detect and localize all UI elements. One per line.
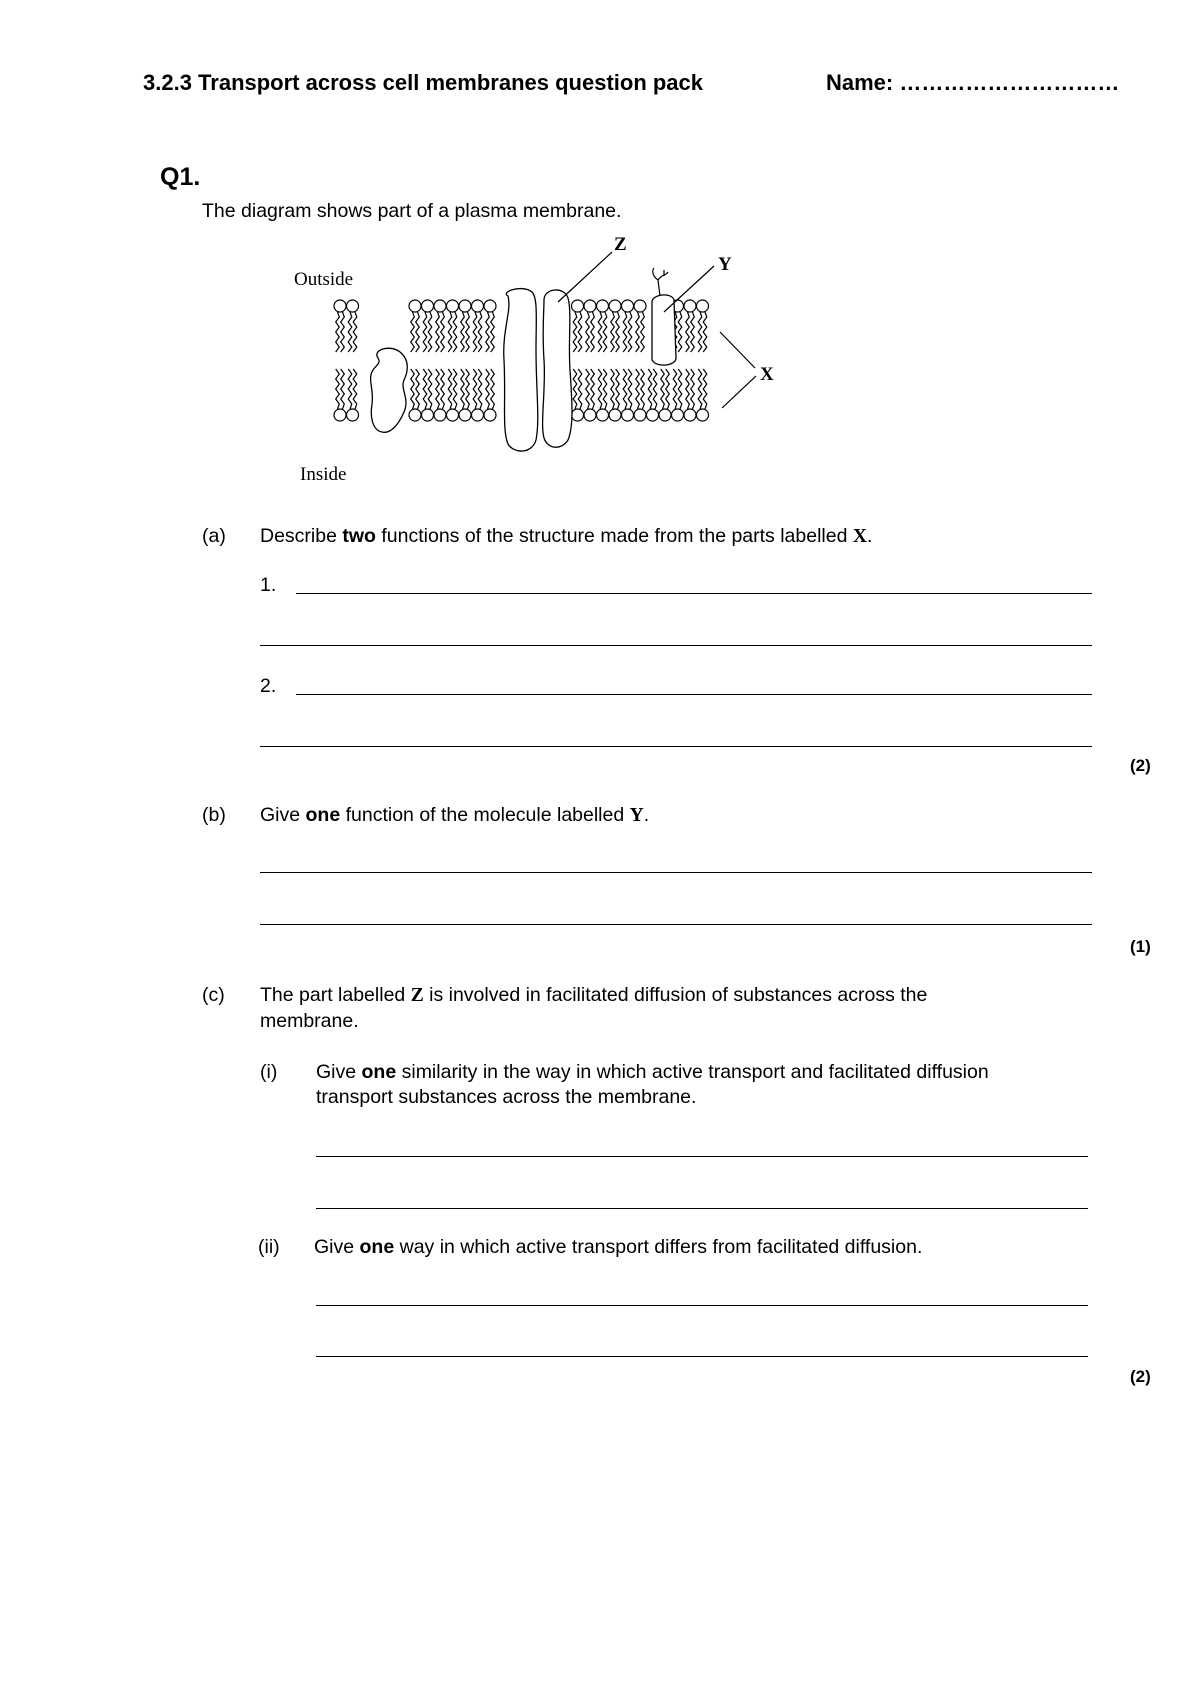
fatty-acid-tail: [411, 369, 415, 409]
fatty-acid-tail: [598, 312, 602, 352]
fatty-acid-tail: [486, 312, 490, 352]
fatty-acid-tail: [441, 369, 445, 409]
phospholipid-head: [634, 409, 646, 421]
phospholipid-head: [422, 409, 434, 421]
phospholipid-head: [584, 409, 596, 421]
phospholipid-head: [347, 300, 359, 312]
fatty-acid-tail: [611, 369, 615, 409]
fatty-acid-tail: [641, 369, 645, 409]
answer-line[interactable]: [316, 1356, 1088, 1357]
fatty-acid-tail: [661, 369, 665, 409]
fatty-acid-tail: [636, 369, 640, 409]
marks-a: (2): [1130, 756, 1151, 775]
phospholipid-head: [484, 300, 496, 312]
answer-line[interactable]: [316, 1208, 1088, 1209]
answer-number-1: 1.: [260, 574, 277, 596]
fatty-acid-tail: [353, 312, 357, 352]
label-x: X: [760, 364, 774, 385]
fatty-acid-tail: [486, 369, 490, 409]
fatty-acid-tail: [586, 312, 590, 352]
fatty-acid-tail: [673, 369, 677, 409]
fatty-acid-tail: [678, 369, 682, 409]
phospholipid-head: [572, 300, 584, 312]
carbohydrate-chain: [653, 268, 668, 296]
fatty-acid-tail: [678, 312, 682, 352]
fatty-acid-tail: [336, 369, 340, 409]
fatty-acid-tail: [591, 369, 595, 409]
fatty-acid-tail: [616, 312, 620, 352]
fatty-acid-tail: [573, 312, 577, 352]
fatty-acid-tail: [473, 369, 477, 409]
phospholipid-head: [647, 409, 659, 421]
fatty-acid-tail: [603, 369, 607, 409]
fatty-acid-tail: [453, 312, 457, 352]
phospholipid-head: [584, 300, 596, 312]
intrinsic-protein: [371, 348, 408, 432]
answer-line[interactable]: [260, 746, 1092, 747]
fatty-acid-tail: [703, 312, 707, 352]
fatty-acid-tail: [448, 369, 452, 409]
fatty-acid-tail: [623, 312, 627, 352]
fatty-acid-tail: [448, 312, 452, 352]
answer-line[interactable]: [296, 694, 1092, 695]
fatty-acid-tail: [616, 369, 620, 409]
fatty-acid-tail: [341, 369, 345, 409]
phospholipid-head: [334, 300, 346, 312]
part-b-label: (b): [202, 804, 226, 826]
glycoprotein: [652, 295, 676, 365]
fatty-acid-tail: [578, 369, 582, 409]
fatty-acid-tail: [591, 312, 595, 352]
answer-number-2: 2.: [260, 675, 277, 697]
phospholipid-head: [622, 409, 634, 421]
fatty-acid-tail: [573, 369, 577, 409]
phospholipid-head: [697, 409, 709, 421]
fatty-acid-tail: [423, 312, 427, 352]
pointer-line-z: [558, 252, 612, 302]
part-c-question-line2: membrane.: [260, 1010, 359, 1032]
part-c-i-question-line2: transport substances across the membrane.: [316, 1086, 697, 1108]
label-inside: Inside: [300, 464, 347, 485]
fatty-acid-tail: [436, 369, 440, 409]
phospholipid-head: [484, 409, 496, 421]
phospholipid-head: [422, 300, 434, 312]
fatty-acid-tail: [653, 369, 657, 409]
phospholipid-head: [459, 300, 471, 312]
fatty-acid-tail: [441, 312, 445, 352]
fatty-acid-tail: [691, 312, 695, 352]
part-c-ii-label: (ii): [258, 1236, 280, 1258]
answer-line[interactable]: [260, 645, 1092, 646]
fatty-acid-tail: [686, 312, 690, 352]
fatty-acid-tail: [466, 312, 470, 352]
answer-line[interactable]: [260, 924, 1092, 925]
fatty-acid-tail: [466, 369, 470, 409]
name-field-label: Name: …………………………: [826, 70, 1120, 95]
part-c-question-line1: The part labelled Z is involved in facilitated diffusion of substances across the: [260, 984, 928, 1006]
phospholipid-head: [347, 409, 359, 421]
fatty-acid-tail: [611, 312, 615, 352]
fatty-acid-tail: [686, 369, 690, 409]
label-outside: Outside: [294, 269, 354, 290]
channel-protein-left: [504, 289, 538, 451]
pointer-lines-x: [720, 332, 756, 408]
fatty-acid-tail: [478, 312, 482, 352]
phospholipid-head: [659, 409, 671, 421]
phospholipid-head: [459, 409, 471, 421]
fatty-acid-tail: [691, 369, 695, 409]
answer-line[interactable]: [316, 1305, 1088, 1306]
phospholipid-head: [472, 409, 484, 421]
phospholipid-head: [684, 300, 696, 312]
phospholipid-head: [409, 409, 421, 421]
phospholipid-head: [597, 300, 609, 312]
fatty-acid-tail: [428, 369, 432, 409]
fatty-acid-tail: [578, 312, 582, 352]
channel-protein-right: [543, 290, 572, 447]
phospholipid-head: [434, 300, 446, 312]
part-c-ii-question: Give one way in which active transport differs from facilitated diffusion.: [314, 1236, 923, 1258]
fatty-acid-tail: [628, 369, 632, 409]
fatty-acid-tail: [428, 312, 432, 352]
question-number: Q1.: [160, 163, 201, 191]
phospholipid-head: [697, 300, 709, 312]
fatty-acid-tail: [703, 369, 707, 409]
fatty-acid-tail: [348, 312, 352, 352]
part-c-i-question-line1: Give one similarity in the way in which active transport and facilitated diffusion: [316, 1061, 989, 1083]
phospholipid-head: [434, 409, 446, 421]
part-c-i-label: (i): [260, 1061, 278, 1083]
part-b-question: Give one function of the molecule labelled Y.: [260, 804, 650, 826]
marks-b: (1): [1130, 937, 1151, 956]
fatty-acid-tail: [336, 312, 340, 352]
fatty-acid-tail: [461, 369, 465, 409]
fatty-acid-tail: [416, 312, 420, 352]
marks-c: (2): [1130, 1367, 1151, 1386]
fatty-acid-tail: [698, 312, 702, 352]
fatty-acid-tail: [436, 312, 440, 352]
phospholipid-head: [684, 409, 696, 421]
phospholipid-head: [609, 409, 621, 421]
label-y: Y: [718, 254, 732, 275]
fatty-acid-tail: [491, 312, 495, 352]
fatty-acid-tail: [603, 312, 607, 352]
fatty-acid-tail: [453, 369, 457, 409]
fatty-acid-tail: [478, 369, 482, 409]
fatty-acid-tail: [353, 369, 357, 409]
answer-line[interactable]: [260, 872, 1092, 873]
fatty-acid-tail: [423, 369, 427, 409]
fatty-acid-tail: [473, 312, 477, 352]
phospholipid-head: [572, 409, 584, 421]
fatty-acid-tail: [641, 312, 645, 352]
plasma-membrane-diagram: [294, 234, 860, 495]
fatty-acid-tail: [666, 369, 670, 409]
fatty-acid-tail: [586, 369, 590, 409]
fatty-acid-tail: [491, 369, 495, 409]
answer-line[interactable]: [296, 593, 1092, 594]
part-a-label: (a): [202, 525, 226, 547]
label-z: Z: [614, 234, 627, 255]
answer-line[interactable]: [316, 1156, 1088, 1157]
fatty-acid-tail: [341, 312, 345, 352]
phospholipid-head: [622, 300, 634, 312]
part-a-question: Describe two functions of the structure made from the parts labelled X.: [260, 525, 873, 547]
fatty-acid-tail: [623, 369, 627, 409]
phospholipid-head: [597, 409, 609, 421]
phospholipid-head: [447, 409, 459, 421]
fatty-acid-tail: [698, 369, 702, 409]
fatty-acid-tail: [648, 369, 652, 409]
worksheet-title: 3.2.3 Transport across cell membranes question pack: [143, 70, 704, 95]
phospholipid-head: [334, 409, 346, 421]
phospholipid-head: [672, 409, 684, 421]
question-intro: The diagram shows part of a plasma membrane.: [202, 200, 622, 222]
fatty-acid-tail: [636, 312, 640, 352]
phospholipid-head: [472, 300, 484, 312]
fatty-acid-tail: [598, 369, 602, 409]
fatty-acid-tail: [461, 312, 465, 352]
fatty-acid-tail: [628, 312, 632, 352]
phospholipid-head: [609, 300, 621, 312]
phospholipid-head: [634, 300, 646, 312]
phospholipid-head: [409, 300, 421, 312]
fatty-acid-tail: [348, 369, 352, 409]
fatty-acid-tail: [416, 369, 420, 409]
phospholipid-head: [447, 300, 459, 312]
part-c-label: (c): [202, 984, 225, 1006]
fatty-acid-tail: [411, 312, 415, 352]
